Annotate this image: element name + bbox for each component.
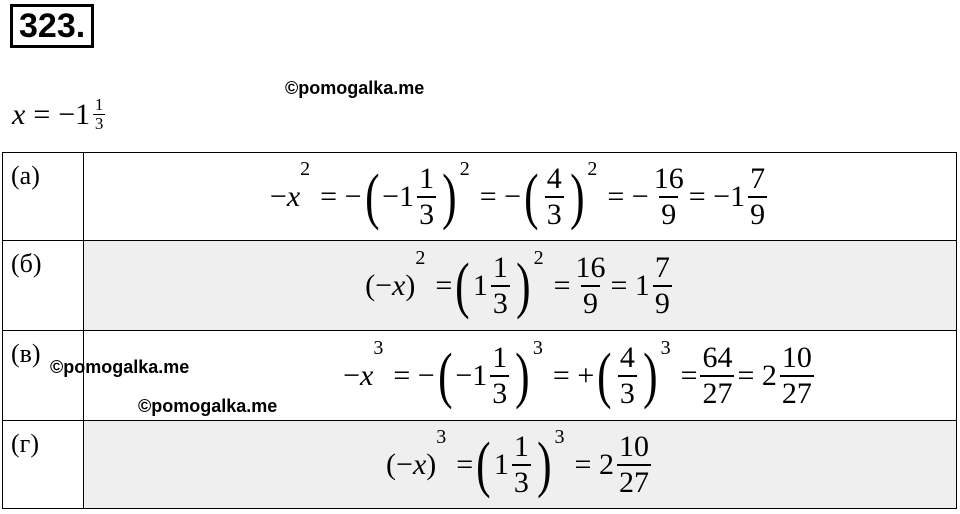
given-value — [12, 96, 105, 133]
math-text: −1 — [455, 358, 488, 392]
math-exponent: 3 — [554, 425, 565, 448]
math-exponent: 3 — [532, 336, 543, 359]
math-text: = — [456, 447, 474, 481]
math-text: (− — [386, 447, 413, 481]
math-exponent: 2 — [415, 246, 426, 269]
math-text: − — [269, 179, 287, 213]
row-expression: − x 2 = − ( −1 $\frac{1}{3}$ ) 2 = − ( $\frac{4}{3}$ ) 2 = − $\frac{16}{9}$ = −1 $\frac{7}{9}$ — [84, 153, 957, 241]
given-fraction-num: 1 — [94, 95, 104, 114]
math-text: ) — [426, 447, 437, 481]
math-fraction: $\frac{64}{27}$ — [702, 340, 733, 410]
math-text: = — [435, 268, 453, 302]
row-expression: − x 3 = − ( −1 $\frac{1}{3}$ ) 3 = + ( $\frac{4}{3}$ ) 3 = $\frac{64}{27}$ = 2 $\frac{10}{27}$ — [84, 331, 957, 421]
given-equals: = — [33, 97, 51, 131]
row-label: (в) — [3, 331, 84, 421]
table-row — [3, 241, 957, 331]
problem-number: 323. — [10, 4, 94, 48]
math-text: = + — [552, 358, 595, 392]
math-fraction: $\frac{16}{9}$ — [653, 161, 684, 231]
math-text: = — [680, 358, 698, 392]
math-variable: x — [392, 268, 406, 302]
row-label: (г) — [3, 421, 84, 509]
math-fraction: $\frac{1}{3}$ — [492, 250, 508, 320]
math-text: = 2 — [574, 447, 614, 481]
math-fraction: $\frac{16}{9}$ — [575, 250, 606, 320]
math-fraction: $\frac{4}{3}$ — [546, 161, 562, 231]
math-variable: x — [412, 447, 427, 481]
math-text: = — [553, 268, 571, 302]
watermark: ©pomogalka.me — [138, 396, 278, 416]
math-text: = − — [320, 179, 362, 213]
math-text: = −1 — [688, 179, 746, 213]
math-text: = − — [607, 179, 649, 213]
math-fraction: $\frac{1}{3}$ — [492, 340, 508, 410]
math-variable: x — [286, 179, 301, 213]
math-fraction: $\frac{1}{3}$ — [513, 429, 529, 499]
math-exponent: 3 — [373, 336, 384, 359]
given-variable: x — [12, 97, 26, 131]
given-fraction-den: 3 — [94, 114, 104, 133]
math-text: 1 — [493, 447, 509, 481]
math-exponent: 2 — [300, 157, 311, 180]
given-fraction — [93, 96, 105, 133]
math-exponent: 2 — [533, 246, 544, 269]
math-text: 1 — [472, 268, 488, 302]
math-text: (− — [365, 268, 392, 302]
math-text: = 1 — [610, 268, 650, 302]
watermark: ©pomogalka.me — [285, 78, 425, 98]
math-fraction: $\frac{4}{3}$ — [619, 340, 635, 410]
math-fraction: $\frac{1}{3}$ — [419, 161, 435, 231]
solution-table — [2, 152, 957, 509]
math-exponent: 3 — [660, 336, 671, 359]
given-whole: −1 — [58, 97, 91, 131]
math-text: = − — [393, 358, 435, 392]
math-text: − — [343, 358, 360, 392]
row-label: (а) — [3, 153, 84, 241]
math-fraction: $\frac{10}{27}$ — [781, 340, 812, 410]
row-label: (б) — [3, 241, 84, 331]
math-variable: x — [360, 358, 374, 392]
table-row — [3, 421, 957, 509]
math-exponent: 2 — [459, 157, 470, 180]
math-fraction: $\frac{7}{9}$ — [654, 250, 670, 320]
math-text: −1 — [382, 179, 415, 213]
row-expression: (− x ) 3 = ( 1 $\frac{1}{3}$ ) 3 = 2 $\frac{10}{27}$ — [84, 421, 957, 509]
row-expression: (− x ) 2 = ( 1 $\frac{1}{3}$ ) 2 = $\frac{16}{9}$ = 1 $\frac{7}{9}$ — [84, 241, 957, 331]
math-text: ) — [405, 268, 416, 302]
watermark: ©pomogalka.me — [50, 357, 190, 377]
math-fraction: $\frac{7}{9}$ — [750, 161, 766, 231]
table-row — [3, 153, 957, 241]
math-exponent: 2 — [587, 157, 598, 180]
math-text: = − — [479, 179, 522, 213]
math-fraction: $\frac{10}{27}$ — [618, 429, 649, 499]
math-text: = 2 — [737, 358, 777, 392]
math-exponent: 3 — [436, 425, 447, 448]
